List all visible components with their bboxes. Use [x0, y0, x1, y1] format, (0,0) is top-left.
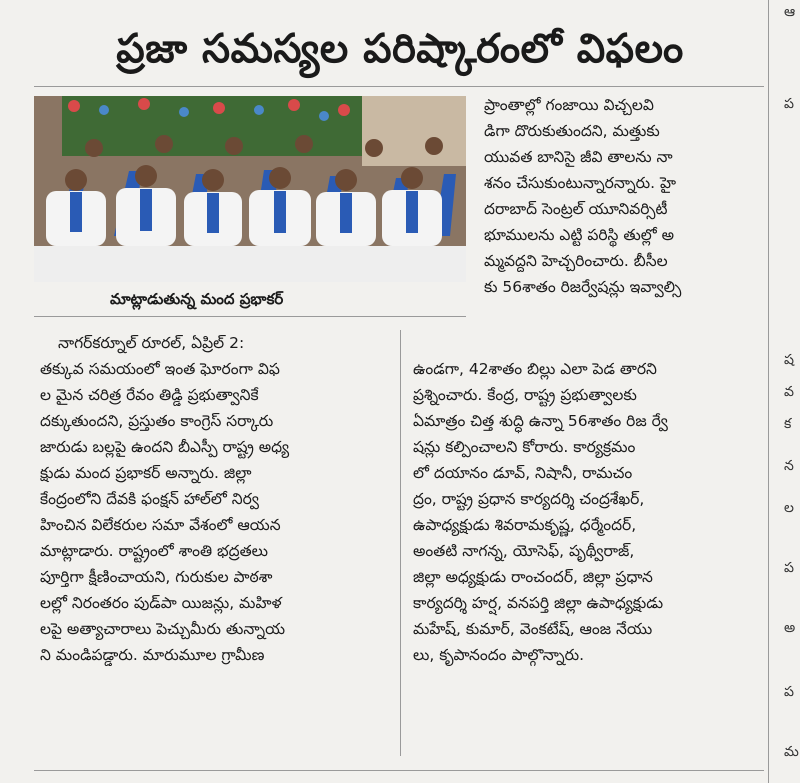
text-line: హించిన విలేకరుల సమా వేశంలో ఆయన — [40, 516, 281, 534]
fragment: ప — [784, 96, 794, 112]
right-edge-rule — [768, 0, 769, 783]
article-headline: ప్రజా సమస్యల పరిష్కారంలో విఫలం — [116, 26, 684, 72]
text-line: క్షుడు మంద ప్రభాకర్ అన్నారు. జిల్లా — [40, 464, 252, 482]
text-line: ల మైన చరిత్ర రేవం తిడ్డి ప్రభుత్వానికే — [40, 386, 259, 404]
text-line: మ్మవద్దని హెచ్చరించారు. బీసీల — [484, 252, 668, 270]
fragment: వ — [784, 384, 794, 400]
fragment: ఆ — [784, 4, 796, 20]
text-line: భూములను ఎట్టి పరిస్థి తుల్లో అ — [484, 226, 675, 244]
fragment: న — [784, 458, 794, 474]
article-column-left — [40, 330, 386, 668]
text-line: ఉపాధ్యక్షుడు శివరామకృష్ణ, ధర్మేందర్, — [413, 516, 637, 534]
text-line: అంతటి నాగన్న, యోసెఫ్, పృథ్వీరాజ్, — [413, 542, 635, 560]
text-line: షన్లు కల్పించాలని కోరారు. కార్యక్రమం — [413, 438, 636, 456]
dateline: నాగర్‌కర్నూల్ రూరల్, ఏప్రిల్ 2: — [58, 334, 245, 352]
text-line: ద్రం, రాష్ట్ర ప్రధాన కార్యదర్శి చంద్రశేఖర్, — [413, 490, 645, 508]
fragment: అ — [784, 620, 796, 636]
text-line: దరాబాద్ సెంట్రల్ యూనివర్సిటీ — [484, 200, 668, 218]
column-divider — [400, 330, 401, 756]
headline-rule — [34, 86, 764, 87]
bottom-rule — [34, 770, 764, 771]
text-line: లో దయానం డూవ్, నిషానీ, రామచం — [413, 464, 633, 482]
text-line: తక్కువ సమయంలో ఇంత ఘోరంగా విఫ — [40, 360, 280, 378]
text-line: జిల్లా అధ్యక్షుడు రాంచందర్, జిల్లా ప్రధాన — [413, 568, 653, 586]
fragment: ప — [784, 684, 794, 700]
photo-illustration — [34, 96, 466, 282]
adjacent-column-fragments — [782, 0, 800, 783]
fragment: ష — [784, 352, 794, 368]
text-line: యువత బానిసై జీవి తాలను నా — [484, 148, 673, 166]
text-line: కేంద్రంలోని దేవకి ఫంక్షన్ హాల్‌లో నిర్వ — [40, 490, 259, 508]
text-line: లు, కృపానందం పాల్గొన్నారు. — [413, 646, 585, 664]
text-line: లల్లో నిరంతరం పుడ్‌పా యిజన్లు, మహిళ — [40, 594, 282, 612]
article-column-right-top — [484, 92, 762, 300]
text-line: లపై అత్యాచారాలు పెచ్చుమీరు తున్నాయ — [40, 620, 286, 638]
text-line: కు 56శాతం రిజర్వేషన్లు ఇవ్వాల్సి — [484, 278, 682, 296]
article-column-right-bottom — [413, 356, 763, 668]
fragment: ల — [784, 500, 794, 516]
fragment: మ — [784, 744, 799, 760]
text-line: ప్రాంతాల్లో గంజాయి విచ్చలవి — [484, 96, 654, 114]
photo-caption: మాట్లాడుతున్న మంద ప్రభాకర్ — [110, 290, 284, 308]
fragment: ప — [784, 560, 794, 576]
fragment: క — [784, 416, 792, 432]
text-line: శనం చేసుకుంటున్నారన్నారు. హై — [484, 174, 677, 192]
text-line: దక్కుతుందని, ప్రస్తుతం కాంగ్రెస్ సర్కారు — [40, 412, 274, 430]
text-line: మహేష్, కుమార్, వెంకటేష్, ఆంజ నేయు — [413, 620, 653, 638]
text-line: కార్యదర్శి హర్ష, వనపర్తి జిల్లా ఉపాధ్యక్షుడు — [413, 594, 664, 612]
text-line: ఏమాత్రం చిత్త శుద్ధి ఉన్నా 56శాతం రిజ ర్వే — [413, 412, 668, 430]
text-line: ప్రశ్నించారు. కేంద్ర, రాష్ట్ర ప్రభుత్వాలకు — [413, 386, 637, 404]
text-line: మాట్లాడారు. రాష్ట్రంలో శాంతి భద్రతలు — [40, 542, 269, 560]
text-line: పూర్తిగా క్షీణించాయని, గురుకుల పాఠశా — [40, 568, 273, 586]
text-line: ఉండగా, 42శాతం బిల్లు ఎలా పెడ తారని — [413, 360, 657, 378]
press-meet-photo — [34, 96, 466, 282]
caption-rule — [34, 316, 466, 317]
text-line: జారుడు బల్లపై ఉందని బీఎస్పీ రాష్ట్ర అధ్య — [40, 438, 290, 456]
text-line: ని మండిపడ్డారు. మారుమూల గ్రామీణ — [40, 646, 265, 664]
text-line: డిగా దొరుకుతుందని, మత్తుకు — [484, 122, 660, 140]
